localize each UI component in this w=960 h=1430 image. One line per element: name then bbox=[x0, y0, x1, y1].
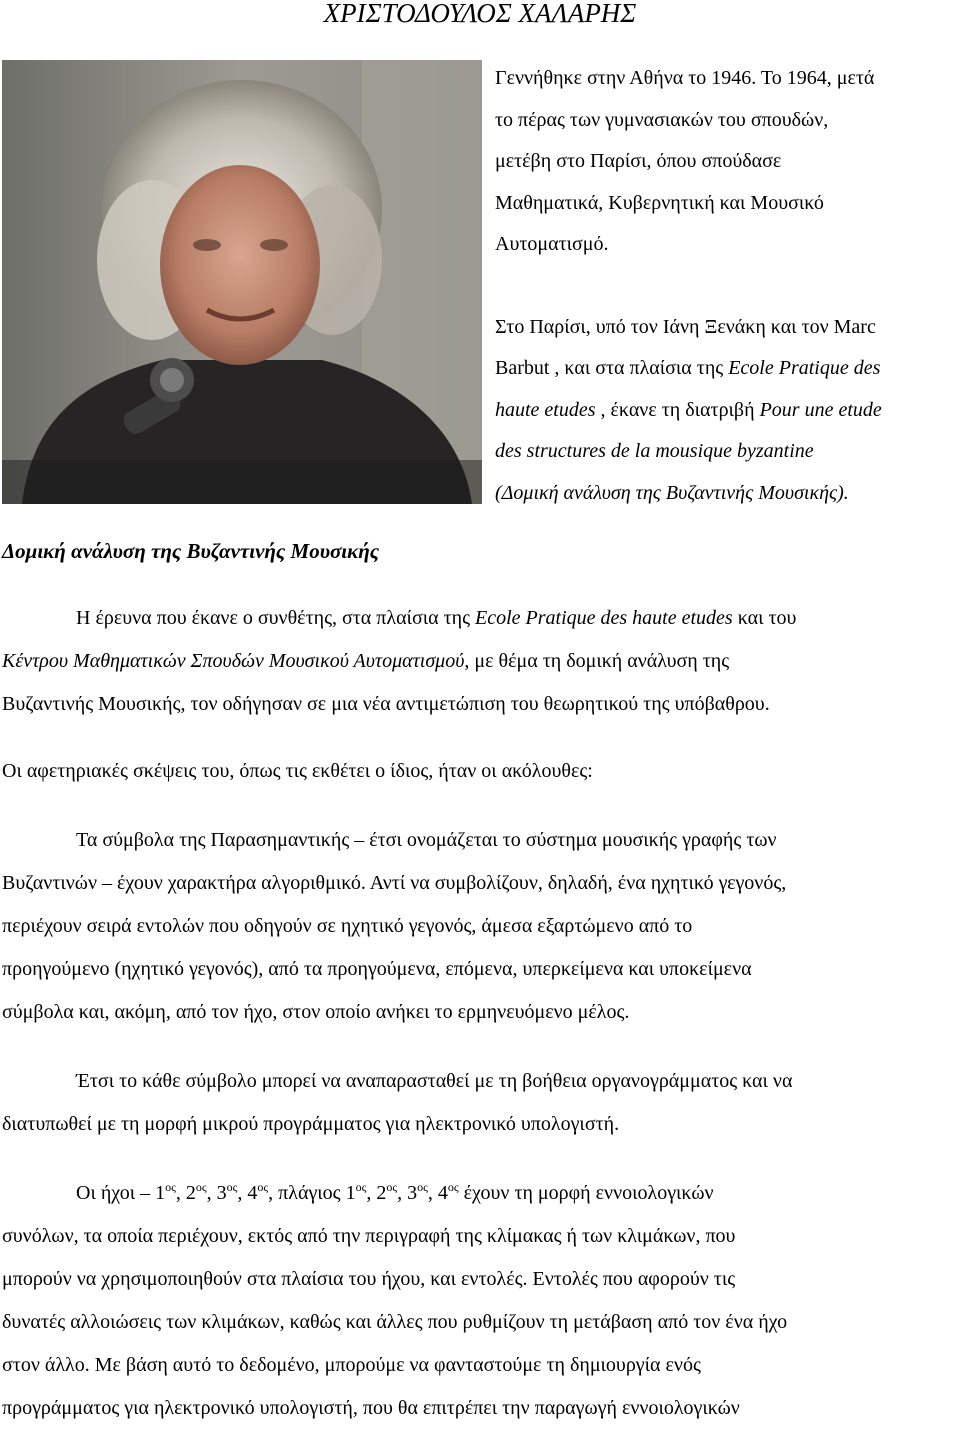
text-line: προγράμματος για ηλεκτρονικό υπολογιστή, που θα επιτρέπει την παραγωγή εννοιολογικών bbox=[2, 1397, 740, 1419]
text-run: , 2 bbox=[366, 1182, 387, 1204]
text-run: και του bbox=[732, 607, 797, 629]
bio-italic-text: Pour une etude bbox=[759, 398, 882, 421]
bio-line: Μαθηματικά, Κυβερνητική και Μουσικό bbox=[495, 191, 824, 214]
text-run: Βυζαντινής Μουσικής, τον οδήγησαν σε μια νέα αντιμετώπιση του θεωρητικού της υπόβαθρου. bbox=[2, 693, 770, 715]
bio-italic-text: (Δομική ανάλυση της Βυζαντινής Μουσικής). bbox=[495, 481, 849, 504]
bio-italic-text: Ecole Pratique des bbox=[728, 357, 881, 379]
ordinal-suffix: ος bbox=[226, 1180, 238, 1194]
body-paragraph-1 bbox=[2, 597, 960, 726]
bio-line: μετέβη στο Παρίσι, όπου σπούδασε bbox=[495, 150, 782, 172]
bio-line: , έκανε τη διατριβή bbox=[595, 398, 760, 421]
text-line: Βυζαντινών – έχουν χαρακτήρα αλγοριθμικό. Αντί να συμβολίζουν, δηλαδή, ένα ηχητικό γεγονός, bbox=[2, 872, 787, 894]
text-run: , 3 bbox=[397, 1182, 418, 1204]
bio-line: Barbut , και στα πλαίσια της bbox=[495, 357, 729, 379]
portrait-image bbox=[2, 60, 482, 504]
text-run: , 2 bbox=[175, 1182, 196, 1204]
text-line: διατυπωθεί με τη μορφή μικρού προγράμματος για ηλεκτρονικό υπολογιστή. bbox=[2, 1113, 620, 1135]
italic-text: Ecole Pratique des haute etudes bbox=[475, 607, 733, 629]
ordinal-suffix: ος bbox=[447, 1180, 459, 1194]
text-run: , 4 bbox=[237, 1182, 258, 1204]
body-paragraph-2: Οι αφετηριακές σκέψεις του, όπως τις εκθέτει ο ίδιος, ήταν οι ακόλουθες: bbox=[2, 760, 593, 782]
ordinal-suffix: ος bbox=[165, 1180, 176, 1194]
bio-line: Αυτοματισμό. bbox=[495, 233, 609, 255]
section-heading: Δομική ανάλυση της Βυζαντινής Μουσικής bbox=[2, 539, 380, 563]
body-paragraph-4 bbox=[2, 1060, 960, 1146]
text-run: , 3 bbox=[206, 1182, 227, 1204]
text-line: Τα σύμβολα της Παρασημαντικής – έτσι ονομάζεται το σύστημα μουσικής γραφής των bbox=[76, 829, 777, 851]
ordinal-suffix: ος bbox=[195, 1180, 207, 1194]
bio-paragraph-1 bbox=[495, 58, 960, 266]
body-paragraph-3 bbox=[2, 819, 960, 1034]
text-line: δυνατές αλλοιώσεις των κλιμάκων, καθώς και άλλες που ρυθμίζουν τη μετάβαση από τον ένα ήχο bbox=[2, 1311, 788, 1333]
bio-line: το πέρας των γυμνασιακών του σπουδών, bbox=[495, 108, 829, 131]
text-line: σύμβολα και, ακόμη, από τον ήχο, στον οποίο ανήκει το ερμηνευόμενο μέλος. bbox=[2, 1001, 630, 1023]
italic-text: Κέντρου Μαθηματικών Σπουδών Μουσικού Αυτοματισμού bbox=[2, 650, 465, 672]
portrait-photo bbox=[2, 60, 482, 504]
text-line: Έτσι το κάθε σύμβολο μπορεί να αναπαρασταθεί με τη βοήθεια οργανογράμματος και να bbox=[76, 1070, 793, 1092]
text-run: Η έρευνα που έκανε ο συνθέτης, στα πλαίσια της bbox=[76, 607, 475, 629]
text-run: , 4 bbox=[427, 1182, 448, 1204]
text-run: Οι ήχοι – 1 bbox=[76, 1182, 166, 1204]
text-line: μπορούν να χρησιμοποιηθούν στα πλαίσια του ήχου, και εντολές. Εντολές που αφορούν τις bbox=[2, 1268, 736, 1290]
bio-italic-text: haute etudes bbox=[495, 398, 596, 421]
text-run: , με θέμα τη δομική ανάλυση της bbox=[464, 650, 730, 672]
text-run: έχουν τη μορφή εννοιολογικών bbox=[458, 1182, 714, 1204]
ordinal-suffix: ος bbox=[386, 1180, 398, 1194]
body-text bbox=[2, 597, 960, 1430]
biography-text bbox=[495, 58, 960, 514]
ordinal-suffix: ος bbox=[355, 1180, 367, 1194]
bio-italic-text: des structures de la mousique byzantine bbox=[495, 440, 814, 462]
bio-line: Γεννήθηκε στην Αθήνα το 1946. Το 1964, μετά bbox=[495, 67, 875, 89]
bio-paragraph-2 bbox=[495, 307, 960, 515]
ordinal-suffix: ος bbox=[257, 1180, 269, 1194]
body-paragraph-5 bbox=[2, 1172, 960, 1430]
text-line: στον άλλο. Με βάση αυτό το δεδομένο, μπορούμε να φανταστούμε τη δημιουργία ενός bbox=[2, 1354, 701, 1376]
text-line: περιέχουν σειρά εντολών που οδηγούν σε ηχητικό γεγονός, άμεσα εξαρτώμενο από το bbox=[2, 915, 693, 937]
text-run: , πλάγιος 1 bbox=[268, 1182, 356, 1204]
text-line: συνόλων, τα οποία περιέχουν, εκτός από την περιγραφή της κλίμακας ή των κλιμάκων, που bbox=[2, 1225, 736, 1247]
text-line: προηγούμενο (ηχητικό γεγονός), από τα προηγούμενα, επόμενα, υπερκείμενα και υποκείμενα bbox=[2, 958, 752, 980]
bio-line: Στο Παρίσι, υπό τον Ιάνη Ξενάκη και τον Marc bbox=[495, 315, 876, 338]
ordinal-suffix: ος bbox=[417, 1180, 428, 1194]
page-title: ΧΡΙΣΤΟΔΟΥΛΟΣ ΧΑΛΑΡΗΣ bbox=[323, 0, 637, 28]
